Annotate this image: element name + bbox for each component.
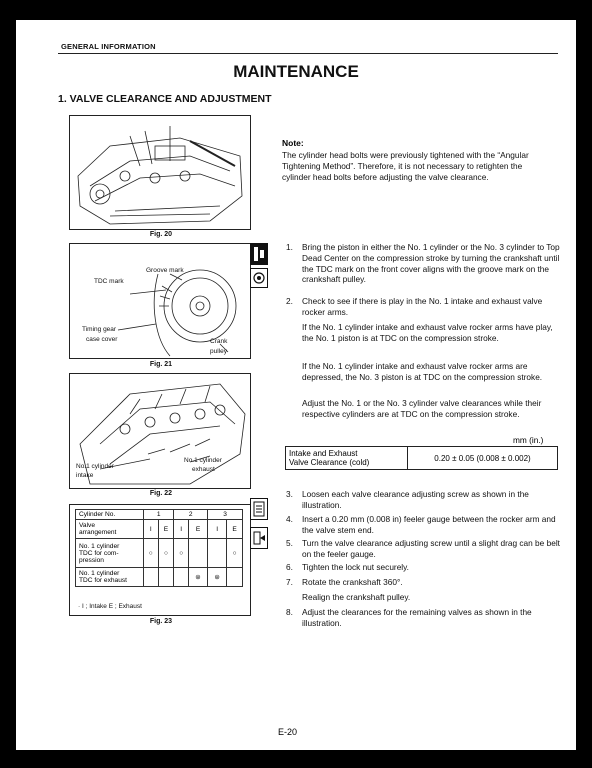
valve-cell: E bbox=[158, 520, 174, 539]
cyl-2-header: 2 bbox=[174, 510, 208, 520]
table-row bbox=[76, 539, 243, 568]
wrench-loosen-icon bbox=[251, 499, 267, 519]
header-rule bbox=[58, 53, 558, 54]
step-2-note-3: Adjust the No. 1 or the No. 3 cylinder valve clearances while their respective cylinders are at TDC on the compression stroke. bbox=[302, 398, 542, 419]
special-tool-icon bbox=[251, 244, 267, 264]
timing-gear-label-1: Timing gear bbox=[82, 326, 117, 333]
valve-cell: E bbox=[227, 520, 243, 539]
step-number: 8. bbox=[286, 607, 293, 617]
valve-cell: I bbox=[208, 520, 227, 539]
step-text: Tighten the lock nut securely. bbox=[302, 562, 409, 572]
cylinder-valve-table bbox=[75, 509, 243, 587]
step-3 bbox=[286, 489, 560, 511]
step-text: Rotate the crankshaft 360°. bbox=[302, 577, 403, 587]
spec-label-line2: Valve Clearance (cold) bbox=[289, 458, 370, 467]
cyl-3-header: 3 bbox=[208, 510, 243, 520]
spec-value: 0.20 ± 0.05 (0.008 ± 0.002) bbox=[408, 447, 558, 470]
table-row bbox=[76, 568, 243, 587]
valve-cell: I bbox=[144, 520, 159, 539]
exhaust-label-2: exhaust bbox=[192, 466, 215, 473]
row1-label-line2: TDC for com- bbox=[79, 549, 119, 557]
tool-icon bbox=[250, 243, 268, 265]
intake-label-1: No.1 cylinder bbox=[76, 463, 114, 470]
note-body: The cylinder head bolts were previously tightened with the “Angular Tightening Method”. Therefore, it is not necessary to retighten the cylinder head bolts before adjusting the valve clearance. bbox=[282, 150, 529, 182]
valve-label-line2: arrangement bbox=[79, 529, 117, 536]
row1-label-line3: pression bbox=[79, 556, 104, 564]
empty-cell bbox=[174, 568, 189, 587]
step-text: Bring the piston in either the No. 1 cylinder or the No. 3 cylinder to Top Dead Center on the compression stroke by turning the crankshaft until the TDC mark on the front cover aligns with the groove mark on the crankshaft pulley. bbox=[302, 242, 560, 285]
fig23-table-frame bbox=[69, 504, 251, 616]
valve-label-line1: Valve bbox=[79, 522, 96, 529]
step-2 bbox=[286, 296, 560, 318]
section-title: 1. VALVE CLEARANCE AND ADJUSTMENT bbox=[58, 93, 272, 105]
step-text: Insert a 0.20 mm (0.008 in) feeler gauge between the rocker arm and the valve stem end. bbox=[302, 514, 556, 535]
step-7 bbox=[286, 577, 560, 588]
loosen-icon bbox=[250, 498, 268, 520]
feeler-gauge-icon bbox=[251, 528, 267, 548]
step-8 bbox=[286, 607, 560, 629]
adjust-mark-icon: ⊜ bbox=[188, 568, 207, 587]
adjust-mark-icon: ○ bbox=[227, 539, 243, 568]
step-7-note: Realign the crankshaft pulley. bbox=[302, 592, 411, 602]
rocker-arm-drawing bbox=[70, 374, 250, 488]
row2-label-line2: TDC for exhaust bbox=[79, 577, 128, 584]
note-heading: Note: bbox=[282, 138, 304, 148]
adjust-mark-icon: ○ bbox=[174, 539, 189, 568]
step-1 bbox=[286, 242, 560, 285]
table-legend: · I ; Intake E ; Exhaust bbox=[78, 603, 142, 610]
step-text: Adjust the clearances for the remaining valves as shown in the illustration. bbox=[302, 607, 532, 628]
crank-pulley-label-2: pulley bbox=[210, 348, 227, 355]
spec-unit: mm (in.) bbox=[513, 435, 544, 445]
valve-clearance-spec-table bbox=[285, 446, 558, 470]
row1-label-line1: No. 1 cylinder bbox=[79, 542, 120, 550]
tdc-mark-label: TDC mark bbox=[94, 278, 124, 285]
step-number: 4. bbox=[286, 514, 293, 524]
page-title: MAINTENANCE bbox=[233, 62, 359, 81]
gauge-icon bbox=[250, 527, 268, 549]
step-2-note-2: If the No. 1 cylinder intake and exhaust valve rocker arms are depressed, the No. 3 piston is at TDC on the compression stroke. bbox=[302, 361, 543, 382]
valve-cell: I bbox=[174, 520, 189, 539]
tdc-compression-label bbox=[76, 539, 144, 568]
step-text: Loosen each valve clearance adjusting screw as shown in the illustration. bbox=[302, 489, 529, 510]
adjust-mark-icon: ○ bbox=[158, 539, 174, 568]
table-row bbox=[76, 510, 243, 520]
valve-cell: E bbox=[188, 520, 207, 539]
exhaust-label-1: No.1 cylinder bbox=[184, 457, 222, 464]
fig21-caption: Fig. 21 bbox=[149, 361, 173, 368]
intake-label-2: intake bbox=[76, 472, 94, 479]
empty-cell bbox=[188, 539, 207, 568]
empty-cell bbox=[227, 568, 243, 587]
fig20-illustration bbox=[69, 115, 251, 230]
spec-label-line1: Intake and Exhaust bbox=[289, 449, 358, 458]
manual-page bbox=[16, 20, 576, 750]
crank-pulley-label-1: Crank bbox=[210, 338, 228, 345]
step-number: 6. bbox=[286, 562, 293, 572]
fig22-caption: Fig. 22 bbox=[149, 490, 173, 497]
running-header: GENERAL INFORMATION bbox=[61, 42, 156, 51]
page-number: E-20 bbox=[278, 727, 298, 737]
table-row bbox=[286, 447, 558, 470]
step-text: Check to see if there is play in the No. 1 intake and exhaust valve rocker arms. bbox=[302, 296, 543, 317]
spec-label bbox=[286, 447, 408, 470]
engine-top-drawing bbox=[70, 116, 250, 229]
row2-label-line1: No. 1 cylinder bbox=[79, 570, 120, 577]
cylinder-no-header: Cylinder No. bbox=[76, 510, 144, 520]
empty-cell bbox=[158, 568, 174, 587]
cyl-1-header: 1 bbox=[144, 510, 174, 520]
step-number: 3. bbox=[286, 489, 293, 499]
step-number: 2. bbox=[286, 296, 293, 306]
adjust-mark-icon: ○ bbox=[144, 539, 159, 568]
inspect-icon bbox=[250, 268, 268, 288]
eye-inspect-icon bbox=[251, 269, 267, 287]
groove-mark-label: Groove mark bbox=[146, 267, 184, 274]
adjust-mark-icon: ⊜ bbox=[208, 568, 227, 587]
step-text: Turn the valve clearance adjusting screw until a slight drag can be belt on the feeler gauge. bbox=[302, 538, 560, 559]
table-row bbox=[76, 520, 243, 539]
step-6 bbox=[286, 562, 560, 573]
empty-cell bbox=[208, 539, 227, 568]
empty-cell bbox=[144, 568, 159, 587]
step-2-note-1: If the No. 1 cylinder intake and exhaust valve rocker arms have play, the No. 1 piston is at TDC on the compression stroke. bbox=[302, 322, 553, 343]
step-4 bbox=[286, 514, 560, 536]
timing-gear-label-2: case cover bbox=[86, 336, 118, 343]
tdc-exhaust-label bbox=[76, 568, 144, 587]
step-number: 5. bbox=[286, 538, 293, 548]
fig22-illustration bbox=[69, 373, 251, 489]
valve-arrangement-label bbox=[76, 520, 144, 539]
fig20-caption: Fig. 20 bbox=[149, 231, 173, 238]
fig23-caption: Fig. 23 bbox=[149, 618, 173, 625]
step-number: 7. bbox=[286, 577, 293, 587]
step-5 bbox=[286, 538, 560, 560]
step-number: 1. bbox=[286, 242, 293, 252]
